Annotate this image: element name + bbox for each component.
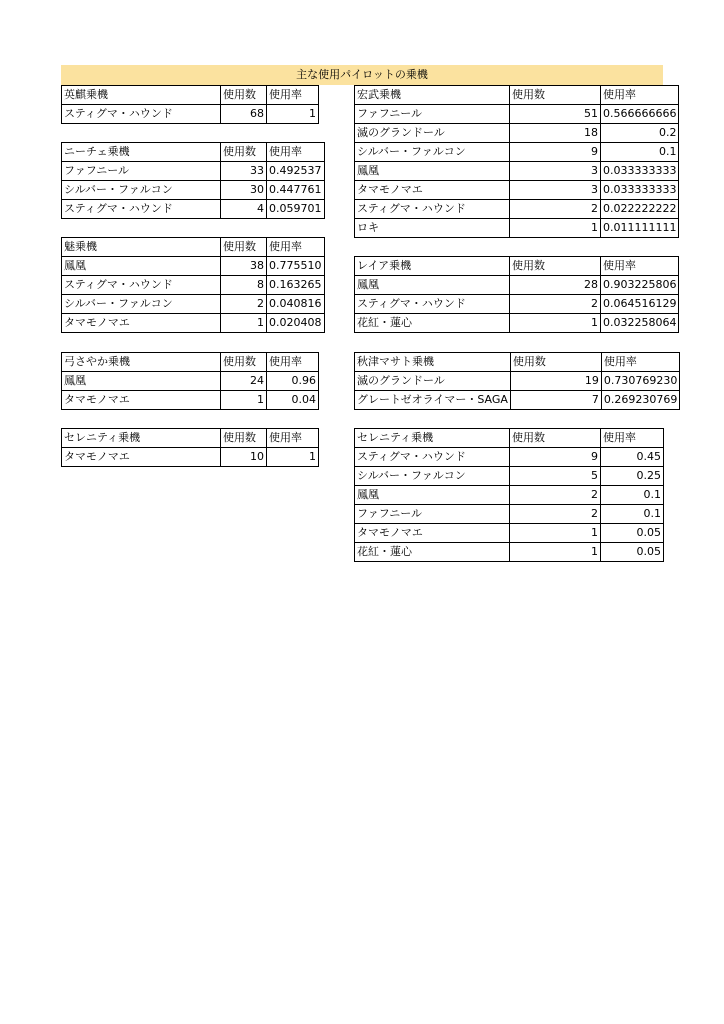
table-header-row	[62, 238, 325, 257]
column-header-count: 使用数	[510, 86, 601, 105]
table-row	[62, 162, 325, 181]
table-row	[62, 295, 325, 314]
cell-rate: 0.1	[601, 505, 664, 524]
cell-rate: 1	[267, 448, 319, 467]
table-row	[62, 314, 325, 333]
cell-machine-name: タマモノマエ	[62, 391, 221, 410]
column-header-count: 使用数	[510, 429, 601, 448]
cell-machine-name: 滅のグランドール	[355, 124, 510, 143]
cell-count: 24	[221, 372, 267, 391]
table-nietzsche	[61, 142, 325, 219]
cell-machine-name: スティグマ・ハウンド	[355, 200, 510, 219]
cell-count: 4	[221, 200, 267, 219]
table-row	[355, 448, 664, 467]
cell-machine-name: グレートゼオライマー・SAGA	[355, 391, 511, 410]
cell-count: 2	[221, 295, 267, 314]
column-header-machine: レイア乗機	[355, 257, 510, 276]
cell-rate: 0.05	[601, 524, 664, 543]
column-header-count: 使用数	[221, 353, 267, 372]
cell-count: 1	[510, 543, 601, 562]
cell-rate: 0.730769230	[601, 372, 679, 391]
cell-count: 2	[510, 295, 601, 314]
column-header-machine: セレニティ乗機	[355, 429, 510, 448]
cell-machine-name: 滅のグランドール	[355, 372, 511, 391]
cell-count: 8	[221, 276, 267, 295]
cell-machine-name: シルバー・ファルコン	[355, 467, 510, 486]
cell-count: 2	[510, 505, 601, 524]
table-row	[355, 276, 679, 295]
cell-rate: 0.022222222	[601, 200, 679, 219]
column-header-rate: 使用率	[267, 429, 319, 448]
table-row	[355, 295, 679, 314]
cell-rate: 0.96	[267, 372, 319, 391]
cell-rate: 0.020408	[267, 314, 325, 333]
cell-machine-name: ファフニール	[355, 505, 510, 524]
cell-count: 1	[510, 219, 601, 238]
cell-machine-name: スティグマ・ハウンド	[355, 295, 510, 314]
cell-machine-name: 鳳凰	[355, 162, 510, 181]
table-row	[355, 505, 664, 524]
table-header-row	[62, 429, 319, 448]
table-mi	[61, 237, 325, 333]
cell-machine-name: タマモノマエ	[355, 181, 510, 200]
cell-machine-name: 花紅・蓮心	[355, 314, 510, 333]
cell-rate: 0.903225806	[601, 276, 679, 295]
table-leia	[354, 256, 679, 333]
table-akitsu-masato	[354, 352, 680, 410]
cell-rate: 0.033333333	[601, 181, 679, 200]
cell-machine-name: 鳳凰	[355, 486, 510, 505]
cell-count: 18	[510, 124, 601, 143]
cell-machine-name: タマモノマエ	[355, 524, 510, 543]
column-header-count: 使用数	[221, 143, 267, 162]
column-header-rate: 使用率	[267, 353, 319, 372]
table-eiki	[61, 85, 319, 124]
table-header-row	[62, 86, 319, 105]
table-header-row	[62, 353, 319, 372]
column-header-count: 使用数	[221, 86, 267, 105]
column-header-machine: 英麒乗機	[62, 86, 221, 105]
cell-machine-name: スティグマ・ハウンド	[355, 448, 510, 467]
cell-count: 68	[221, 105, 267, 124]
cell-count: 1	[510, 524, 601, 543]
table-row	[62, 200, 325, 219]
table-header-row	[355, 429, 664, 448]
table-row	[355, 143, 679, 162]
column-header-count: 使用数	[221, 429, 267, 448]
cell-rate: 0.04	[267, 391, 319, 410]
table-row	[355, 314, 679, 333]
column-header-count: 使用数	[510, 257, 601, 276]
table-header-row	[355, 257, 679, 276]
cell-count: 1	[510, 314, 601, 333]
table-serenity-left	[61, 428, 319, 467]
cell-rate: 0.011111111	[601, 219, 679, 238]
cell-rate: 0.269230769	[601, 391, 679, 410]
table-row	[355, 124, 679, 143]
cell-count: 19	[510, 372, 601, 391]
column-header-machine: 弓さやか乗機	[62, 353, 221, 372]
cell-rate: 0.2	[601, 124, 679, 143]
table-row	[62, 105, 319, 124]
table-row	[355, 391, 680, 410]
cell-rate: 0.040816	[267, 295, 325, 314]
cell-machine-name: シルバー・ファルコン	[355, 143, 510, 162]
cell-count: 38	[221, 257, 267, 276]
table-row	[355, 372, 680, 391]
cell-rate: 0.059701	[267, 200, 325, 219]
cell-rate: 0.447761	[267, 181, 325, 200]
cell-machine-name: シルバー・ファルコン	[62, 295, 221, 314]
cell-count: 3	[510, 162, 601, 181]
table-row	[355, 200, 679, 219]
cell-rate: 0.25	[601, 467, 664, 486]
table-row	[62, 181, 325, 200]
cell-rate: 0.032258064	[601, 314, 679, 333]
column-header-machine: 魅乗機	[62, 238, 221, 257]
cell-count: 9	[510, 448, 601, 467]
table-serenity-right	[354, 428, 664, 562]
sheet-title: 主な使用パイロットの乗機	[61, 65, 663, 85]
table-row	[62, 448, 319, 467]
cell-count: 5	[510, 467, 601, 486]
cell-rate: 0.775510	[267, 257, 325, 276]
cell-count: 2	[510, 200, 601, 219]
table-row	[62, 372, 319, 391]
cell-count: 33	[221, 162, 267, 181]
cell-rate: 0.566666666	[601, 105, 679, 124]
cell-machine-name: 鳳凰	[62, 372, 221, 391]
column-header-rate: 使用率	[267, 86, 319, 105]
cell-rate: 0.1	[601, 143, 679, 162]
cell-machine-name: シルバー・ファルコン	[62, 181, 221, 200]
cell-count: 7	[510, 391, 601, 410]
table-hiromu	[354, 85, 679, 238]
column-header-machine: 秋津マサト乗機	[355, 353, 511, 372]
table-row	[62, 276, 325, 295]
column-header-machine: ニーチェ乗機	[62, 143, 221, 162]
column-header-count: 使用数	[221, 238, 267, 257]
column-header-rate: 使用率	[601, 86, 679, 105]
table-row	[355, 219, 679, 238]
table-row	[355, 524, 664, 543]
cell-machine-name: ロキ	[355, 219, 510, 238]
cell-count: 9	[510, 143, 601, 162]
cell-count: 51	[510, 105, 601, 124]
column-header-rate: 使用率	[601, 353, 679, 372]
cell-machine-name: スティグマ・ハウンド	[62, 105, 221, 124]
column-header-rate: 使用率	[267, 238, 325, 257]
cell-count: 2	[510, 486, 601, 505]
cell-rate: 0.1	[601, 486, 664, 505]
cell-count: 30	[221, 181, 267, 200]
table-row	[355, 467, 664, 486]
column-header-machine: 宏武乗機	[355, 86, 510, 105]
column-header-rate: 使用率	[267, 143, 325, 162]
table-header-row	[62, 143, 325, 162]
cell-machine-name: スティグマ・ハウンド	[62, 200, 221, 219]
cell-machine-name: タマモノマエ	[62, 448, 221, 467]
cell-count: 3	[510, 181, 601, 200]
cell-rate: 0.064516129	[601, 295, 679, 314]
cell-machine-name: 鳳凰	[62, 257, 221, 276]
cell-machine-name: ファフニール	[355, 105, 510, 124]
cell-rate: 0.492537	[267, 162, 325, 181]
cell-count: 10	[221, 448, 267, 467]
table-row	[62, 257, 325, 276]
table-header-row	[355, 353, 680, 372]
table-row	[355, 162, 679, 181]
table-row	[62, 391, 319, 410]
column-header-machine: セレニティ乗機	[62, 429, 221, 448]
table-row	[355, 543, 664, 562]
cell-machine-name: 花紅・蓮心	[355, 543, 510, 562]
cell-count: 28	[510, 276, 601, 295]
cell-rate: 0.05	[601, 543, 664, 562]
cell-count: 1	[221, 391, 267, 410]
table-yumi-sayaka	[61, 352, 319, 410]
cell-rate: 0.163265	[267, 276, 325, 295]
cell-machine-name: ファフニール	[62, 162, 221, 181]
column-header-count: 使用数	[510, 353, 601, 372]
cell-rate: 0.033333333	[601, 162, 679, 181]
column-header-rate: 使用率	[601, 257, 679, 276]
cell-machine-name: 鳳凰	[355, 276, 510, 295]
cell-rate: 0.45	[601, 448, 664, 467]
column-header-rate: 使用率	[601, 429, 664, 448]
cell-machine-name: タマモノマエ	[62, 314, 221, 333]
table-header-row	[355, 86, 679, 105]
cell-machine-name: スティグマ・ハウンド	[62, 276, 221, 295]
cell-rate: 1	[267, 105, 319, 124]
cell-count: 1	[221, 314, 267, 333]
table-row	[355, 486, 664, 505]
table-row	[355, 181, 679, 200]
table-row	[355, 105, 679, 124]
